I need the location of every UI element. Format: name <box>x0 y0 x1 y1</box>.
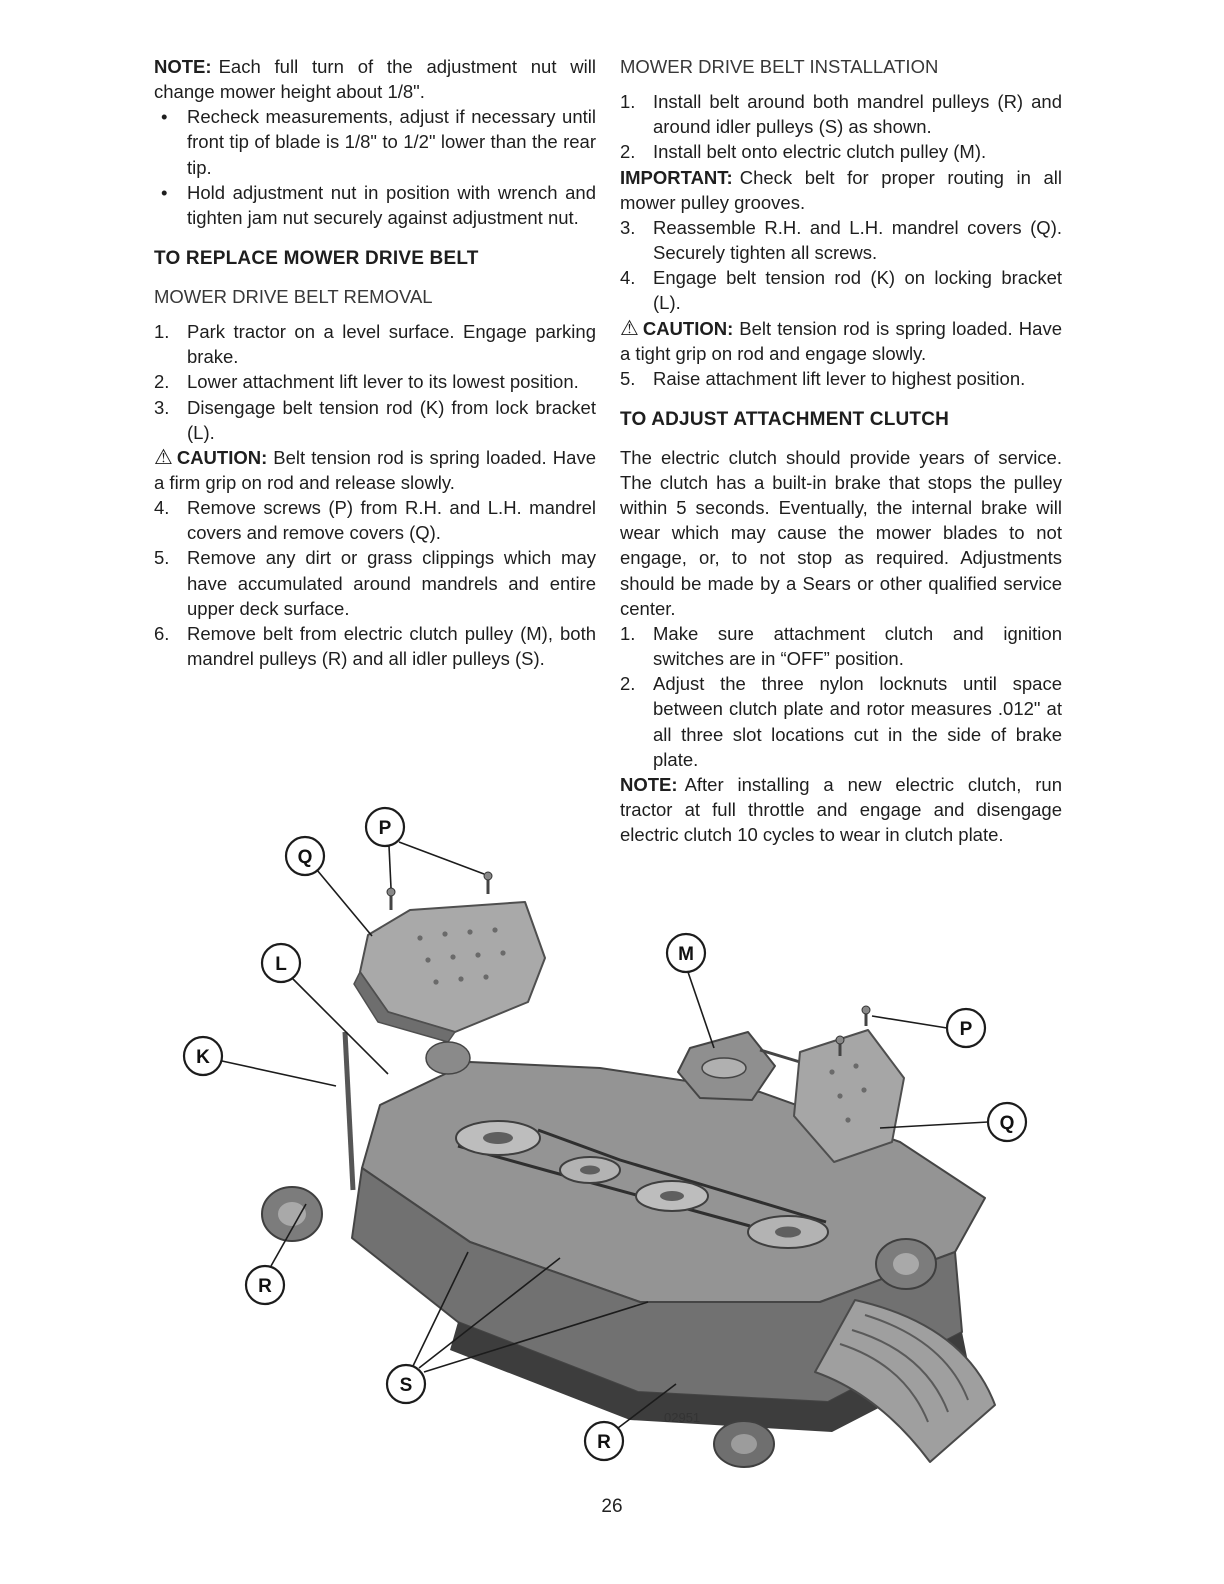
step-number: 2. <box>154 371 170 393</box>
step-item <box>154 545 596 620</box>
step-text: Install belt onto electric clutch pulley (M). <box>653 141 987 163</box>
step-text: Lower attachment lift lever to its lowest position. <box>187 371 579 393</box>
step-item <box>620 671 1062 772</box>
section-heading-replace-belt: TO REPLACE MOWER DRIVE BELT <box>154 248 479 270</box>
step-text: Remove screws (P) from R.H. and L.H. mandrel covers and remove covers (Q). <box>187 497 596 544</box>
step-text: Reassemble R.H. and L.H. mandrel covers (Q). Securely tighten all screws. <box>653 216 1062 264</box>
svg-text:P: P <box>959 1019 973 1040</box>
bullet-item <box>154 180 596 230</box>
step-item <box>154 369 596 394</box>
left-column <box>154 54 596 671</box>
step-item <box>620 89 1062 139</box>
callout-L <box>262 944 300 982</box>
bullet-glyph: • <box>161 106 168 128</box>
callout-Q-top <box>286 837 324 875</box>
step-number: 4. <box>620 267 636 289</box>
bullet-glyph: • <box>161 181 168 203</box>
step-text: Engage belt tension rod (K) on locking bracket (L). <box>653 267 1062 314</box>
note-label: NOTE: <box>154 56 212 77</box>
svg-text:M: M <box>678 944 694 965</box>
svg-text:L: L <box>275 954 287 975</box>
step-number: 1. <box>154 321 170 343</box>
step-text: Raise attachment lift lever to highest position. <box>653 367 1026 389</box>
step-number: 2. <box>620 673 636 695</box>
adjust-clutch-paragraph: The electric clutch should provide years of service. The clutch has a built-in brake that stops the pulley within 5 seconds. Eventually, the internal brake will wear which may cause the mower blades to not engage, or, to not stop as required. Adjustments should be made by a Sears or other qualified service center. <box>620 446 1062 619</box>
step-item <box>620 139 1062 164</box>
callout-R-bottom <box>585 1422 623 1460</box>
caution-paragraph <box>154 445 596 495</box>
step-item <box>154 495 596 545</box>
step-number: 6. <box>154 622 170 644</box>
step-number: 5. <box>154 547 170 569</box>
callout-S <box>387 1365 425 1403</box>
mower-deck-figure <box>0 780 1224 1584</box>
step-number: 2. <box>620 141 636 163</box>
bullet-item <box>154 104 596 179</box>
step-text: Install belt around both mandrel pulleys (R) and around idler pulleys (S) as shown. <box>653 91 1062 138</box>
discharge-chute <box>815 1300 995 1462</box>
svg-text:K: K <box>196 1047 210 1068</box>
step-number: 1. <box>620 91 636 113</box>
right-column <box>620 54 1062 847</box>
svg-text:R: R <box>258 1276 272 1297</box>
electric-clutch-assembly <box>678 1032 800 1100</box>
important-label: IMPORTANT: <box>620 166 733 188</box>
page-number: 26 <box>601 1496 623 1517</box>
section-heading-adjust-clutch: TO ADJUST ATTACHMENT CLUTCH <box>620 409 950 431</box>
callout-P-right <box>947 1009 985 1047</box>
mandrel-cover-left <box>354 902 545 1042</box>
svg-text:Q: Q <box>297 847 313 868</box>
svg-text:P: P <box>378 818 392 839</box>
svg-text:S: S <box>399 1375 413 1396</box>
step-text: Make sure attachment clutch and ignition switches are in “OFF” position. <box>653 622 1062 670</box>
callout-R-left <box>246 1266 284 1304</box>
caution-text: Belt tension rod is spring loaded. Have a tight grip on rod and engage slowly. <box>620 317 1062 364</box>
bullet-text: Recheck measurements, adjust if necessary until front tip of blade is 1/8" to 1/2" lower than the rear tip. <box>187 106 596 178</box>
step-item <box>620 215 1062 265</box>
step-number: 3. <box>154 396 170 418</box>
step-item <box>154 395 596 445</box>
subheading-belt-removal: MOWER DRIVE BELT REMOVAL <box>154 285 433 307</box>
belt-tension-rod <box>345 1032 353 1190</box>
callout-P-top <box>366 808 404 846</box>
caution-paragraph <box>620 316 1062 366</box>
svg-text:R: R <box>597 1432 611 1453</box>
subheading-belt-installation: MOWER DRIVE BELT INSTALLATION <box>620 56 939 77</box>
mower-deck-illustration <box>262 872 995 1467</box>
step-number: 3. <box>620 216 636 238</box>
step-item <box>620 366 1062 391</box>
step-text: Remove any dirt or grass clippings which may have accumulated around mandrels and entire upper deck surface. <box>187 547 596 619</box>
important-text: Check belt for proper routing in all mower pulley grooves. <box>620 166 1062 213</box>
note-label: NOTE: <box>620 773 678 795</box>
step-number: 5. <box>620 367 636 389</box>
step-number: 4. <box>154 497 170 519</box>
step-text: Remove belt from electric clutch pulley (M), both mandrel pulleys (R) and all idler pulleys (S). <box>187 622 596 670</box>
step-text: Park tractor on a level surface. Engage parking brake. <box>187 321 596 368</box>
callout-M <box>667 934 705 972</box>
step-item <box>154 319 596 369</box>
bullet-text: Hold adjustment nut in position with wrench and tighten jam nut securely against adjustment nut. <box>187 181 596 228</box>
step-text: Adjust the three nylon locknuts until space between clutch plate and rotor measures .012" at all three slot locations cut in the side of brake plate. <box>653 673 1062 770</box>
step-item <box>620 621 1062 671</box>
step-item <box>154 621 596 671</box>
step-text: Disengage belt tension rod (K) from lock bracket (L). <box>187 396 596 443</box>
callout-Q-right <box>988 1103 1026 1141</box>
figure-code: 02951 <box>664 1410 701 1425</box>
step-number: 1. <box>620 622 636 644</box>
caution-icon: ⚠ <box>620 316 640 340</box>
caution-label: CAUTION: <box>176 446 268 468</box>
step-item <box>620 265 1062 315</box>
note-paragraph <box>154 54 596 104</box>
caution-icon: ⚠ <box>154 445 174 469</box>
caution-text: Belt tension rod is spring loaded. Have a firm grip on rod and release slowly. <box>154 446 596 494</box>
important-paragraph <box>620 165 1062 215</box>
caution-label: CAUTION: <box>642 317 734 339</box>
callout-K <box>184 1037 222 1075</box>
note-text: After installing a new electric clutch, run tractor at full throttle and engage and disengage electric clutch 10 cycles to wear in clutch plate. <box>620 773 1062 846</box>
note-text: Each full turn of the adjustment nut will change mower height about 1/8". <box>154 56 596 103</box>
svg-text:Q: Q <box>999 1113 1015 1134</box>
